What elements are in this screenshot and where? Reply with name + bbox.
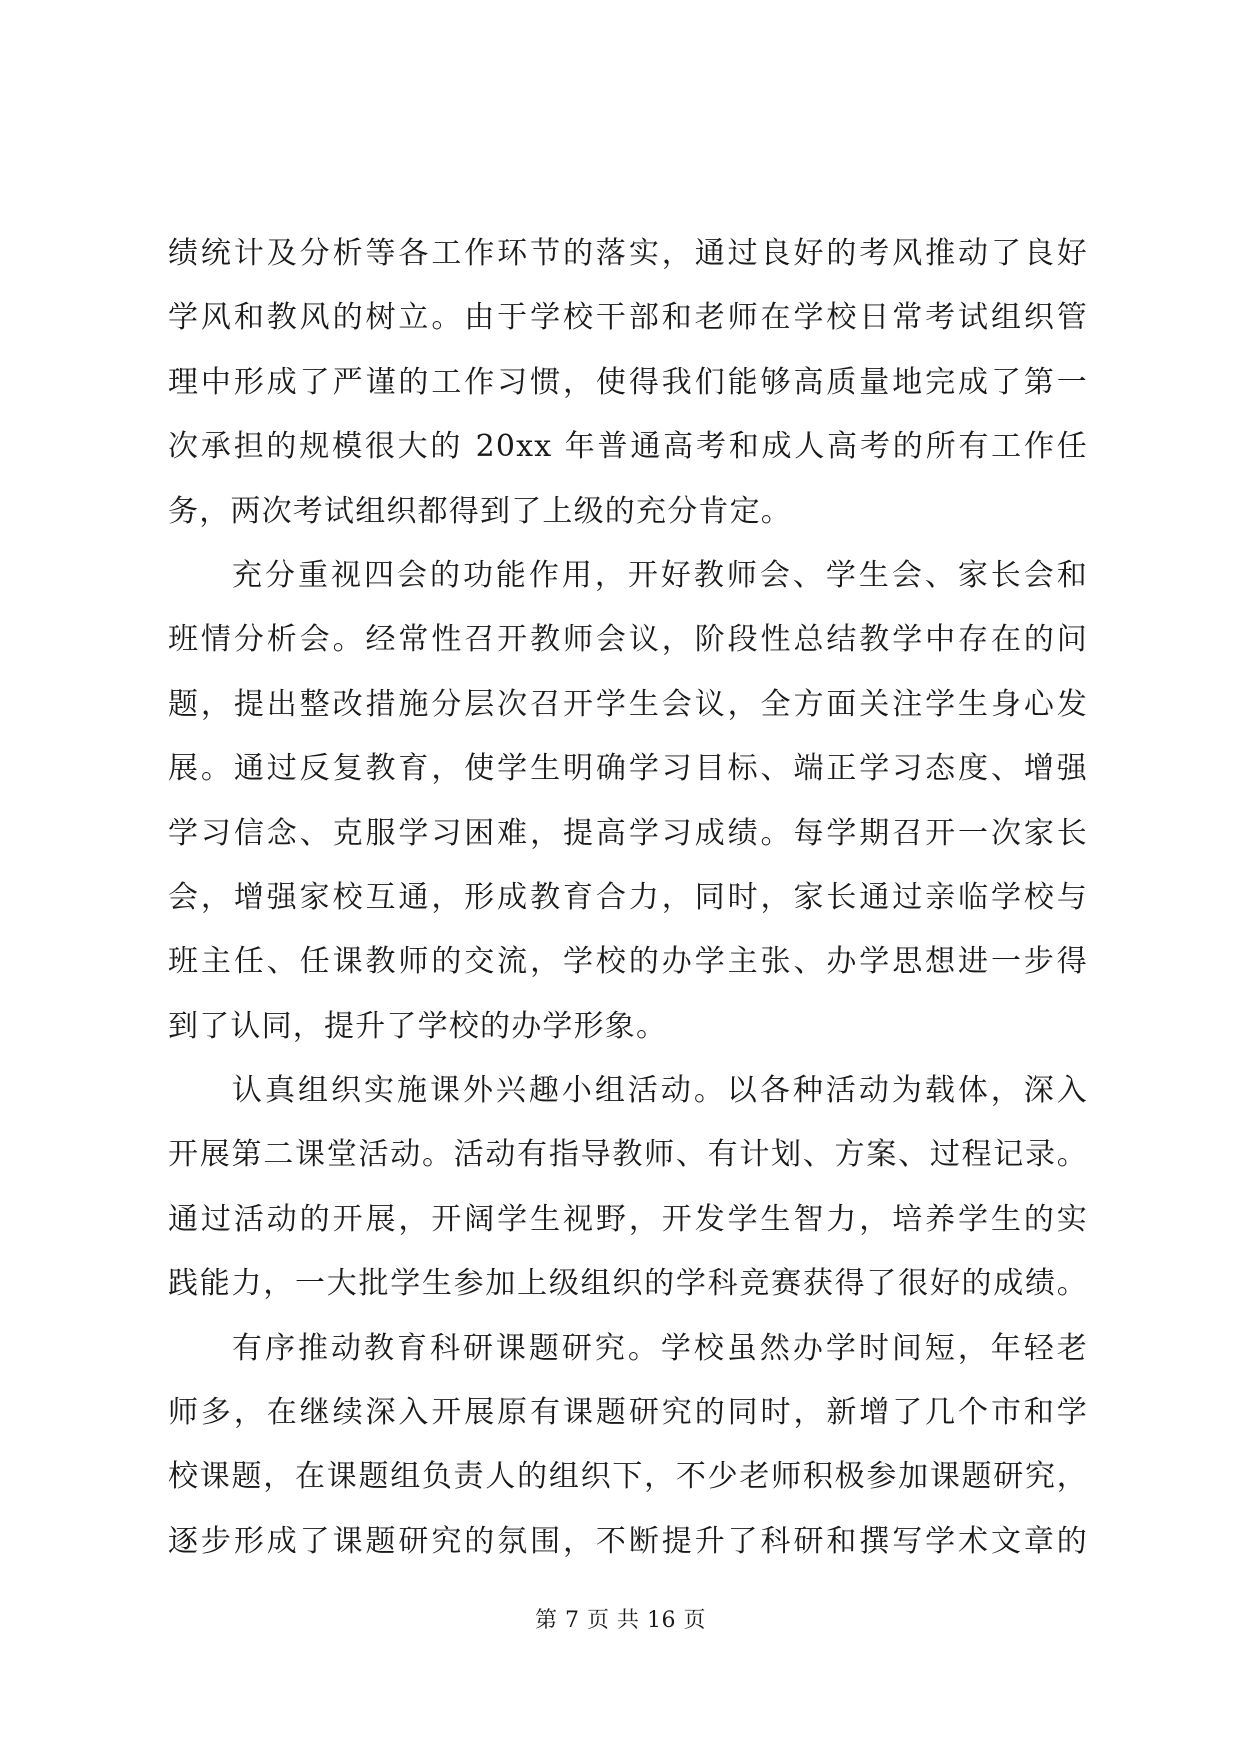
text-line: 次承担的规模很大的 20xx 年普通高考和成人高考的所有工作任: [168, 429, 1088, 465]
text-line: 班主任、任课教师的交流，学校的办学主张、办学思想进一步得: [168, 944, 1088, 980]
text-line: 会，增强家校互通，形成教育合力，同时，家长通过亲临学校与: [168, 879, 1088, 915]
text-line: 开展第二课堂活动。活动有指导教师、有计划、方案、过程记录。: [168, 1137, 1088, 1173]
text-line: 师多，在继续深入开展原有课题研究的同时，新增了几个市和学: [168, 1395, 1088, 1431]
text-line: 绩统计及分析等各工作环节的落实，通过良好的考风推动了良好: [168, 236, 1088, 271]
text-line: 学习信念、克服学习困难，提高学习成绩。每学期召开一次家长: [168, 815, 1088, 851]
text-line: 展。通过反复教育，使学生明确学习目标、端正学习态度、增强: [168, 751, 1088, 787]
paragraph-first-line: 有序推动教育科研课题研究。学校虽然办学时间短，年轻老: [232, 1330, 1088, 1366]
paragraph-first-line: 充分重视四会的功能作用，开好教师会、学生会、家长会和: [232, 557, 1088, 593]
text-line: 到了认同，提升了学校的办学形象。: [168, 1008, 668, 1044]
text-line: 学风和教风的树立。由于学校干部和老师在学校日常考试组织管: [168, 300, 1088, 336]
text-line: 理中形成了严谨的工作习惯，使得我们能够高质量地完成了第一: [168, 364, 1088, 400]
text-line: 践能力，一大批学生参加上级组织的学科竞赛获得了很好的成绩。: [168, 1266, 1088, 1302]
text-line: 校课题，在课题组负责人的组织下，不少老师积极参加课题研究，: [168, 1459, 1088, 1495]
text-line: 题，提出整改措施分层次召开学生会议，全方面关注学生身心发: [168, 686, 1088, 722]
text-line: 班情分析会。经常性召开教师会议，阶段性总结教学中存在的问: [168, 622, 1088, 658]
text-line: 通过活动的开展，开阔学生视野，开发学生智力，培养学生的实: [168, 1201, 1088, 1237]
text-line: 逐步形成了课题研究的氛围，不断提升了科研和撰写学术文章的: [168, 1523, 1088, 1559]
paragraph-first-line: 认真组织实施课外兴趣小组活动。以各种活动为载体，深入: [232, 1073, 1088, 1109]
document-body: [168, 222, 1088, 1574]
page-number-footer: 第 7 页 共 16 页: [535, 1608, 706, 1633]
text-line: 务，两次考试组织都得到了上级的充分肯定。: [168, 493, 792, 529]
